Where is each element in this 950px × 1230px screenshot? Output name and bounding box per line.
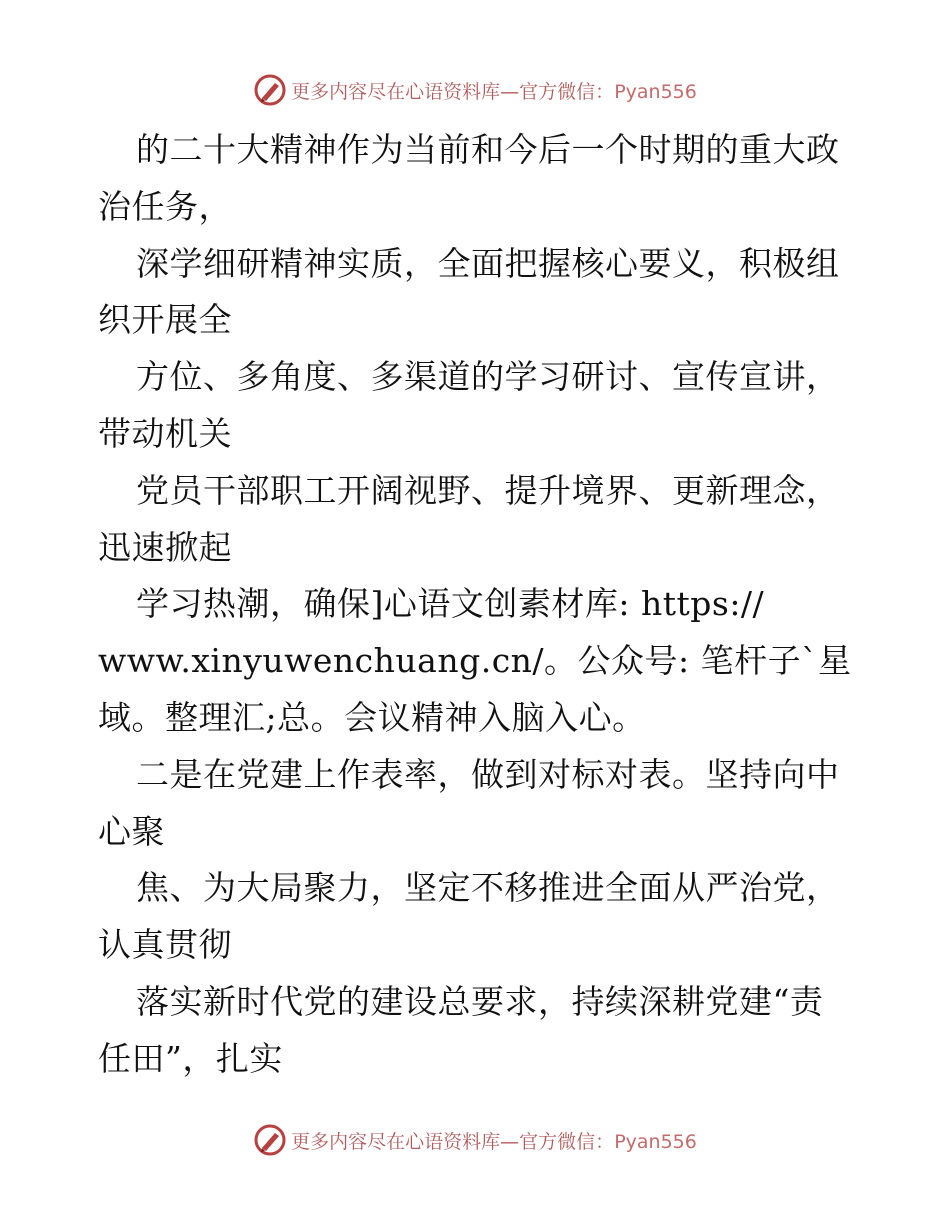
text-line: 域。整理汇;总。会议精神入脑入心。 (98, 697, 646, 737)
footer-watermark (0, 1120, 950, 1160)
text-line: 深学细研精神实质，全面把握核心要义，积极组 (136, 243, 840, 283)
watermark-brand: 更多内容尽在心语资料库 (291, 80, 501, 103)
document-body (98, 122, 858, 1088)
watermark-dash: — (500, 80, 520, 103)
text-line: 党员干部职工开阔视野、提升境界、更新理念， (136, 470, 840, 510)
text-line: 迅速掀起 (98, 527, 232, 567)
watermark-wechat-id: Pyan556 (614, 1130, 697, 1153)
header-watermark (0, 70, 950, 110)
text-line: 心聚 (98, 811, 165, 851)
text-line: 的二十大精神作为当前和今后一个时期的重大政 (136, 130, 840, 169)
text-line: 二是在党建上作表率，做到对标对表。坚持向中 (136, 754, 840, 794)
text-line: 焦、为大局聚力，坚定不移推进全面从严治党， (136, 868, 840, 908)
text-line: 认真贯彻 (98, 925, 232, 965)
text-line: 落实新时代党的建设总要求，持续深耕党建“责 (136, 981, 824, 1021)
watermark-wechat-id: Pyan556 (614, 80, 697, 103)
watermark-text (291, 1127, 697, 1154)
text-line: 带动机关 (98, 413, 232, 453)
watermark-contact: 官方微信： (519, 80, 615, 103)
pen-circle-logo-icon (253, 1123, 287, 1157)
text-line: 治任务， (98, 186, 232, 226)
watermark-text (291, 77, 697, 104)
watermark-contact: 官方微信： (519, 1130, 615, 1153)
text-line: 任田”，扎实 (98, 1038, 283, 1078)
text-line: 学习热潮，确保]心语文创素材库: https:// (136, 584, 765, 624)
text-line: 方位、多角度、多渠道的学习研讨、宣传宣讲， (136, 357, 840, 397)
text-line: www.xinyuwenchuang.cn/。公众号: 笔杆子`星 (98, 641, 852, 681)
pen-circle-logo-icon (253, 73, 287, 107)
watermark-dash: — (500, 1130, 520, 1153)
watermark-brand: 更多内容尽在心语资料库 (291, 1130, 501, 1153)
text-line: 织开展全 (98, 300, 232, 340)
